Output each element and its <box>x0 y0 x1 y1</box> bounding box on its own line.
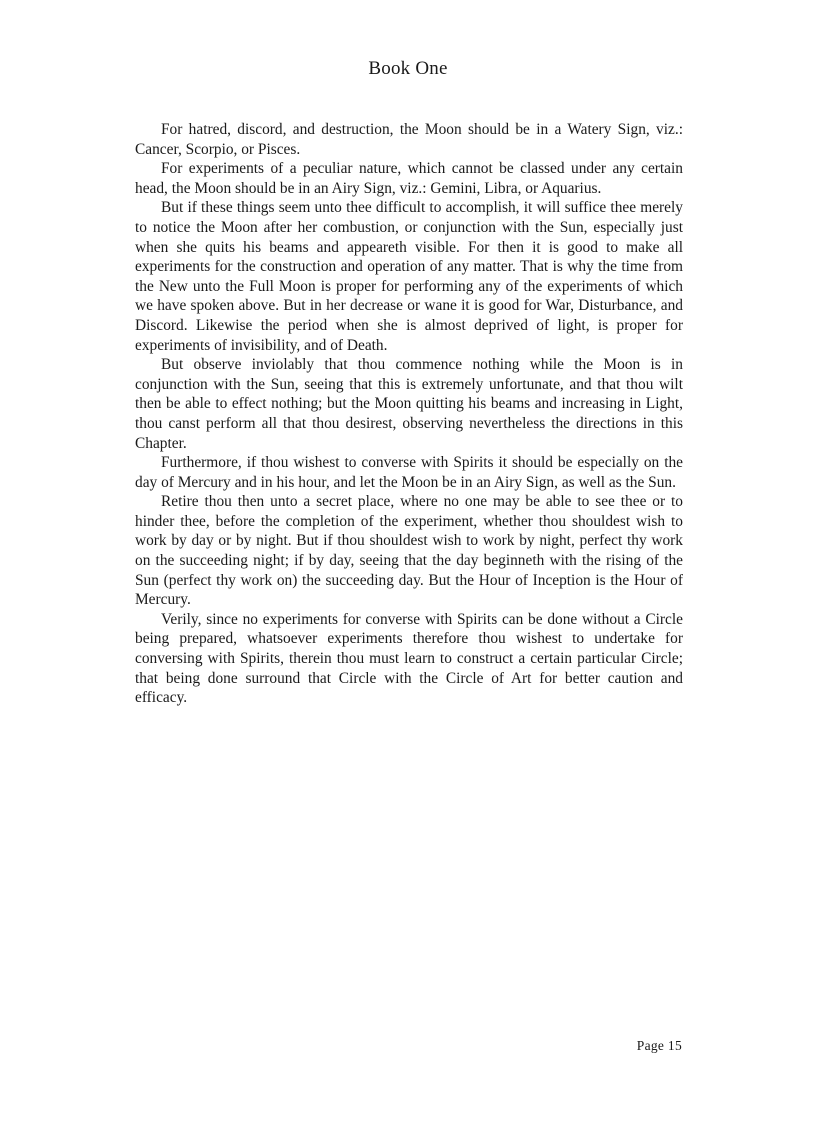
paragraph: Retire thou then unto a secret place, where no one may be able to see thee or to hinder thee, before the completion of the experiment, whether thou shouldest wish to work by day or by night. But if thou shouldest wish to work by night, perfect thy work on the succeeding night; if by day, seeing that the day beginneth with the rising of the Sun (perfect thy work on) the succeeding day. But the Hour of Inception is the Hour of Mercury. <box>135 493 683 609</box>
paragraph: For experiments of a peculiar nature, which cannot be classed under any certain head, the Moon should be in an Airy Sign, viz.: Gemini, Libra, or Aquarius. <box>135 160 683 197</box>
paragraph: But if these things seem unto thee difficult to accomplish, it will suffice thee merely to notice the Moon after her combustion, or conjunction with the Sun, especially just when she quits his beams and appeareth visible. For then it is good to make all experiments for the construction and operation of any matter. That is why the time from the New unto the Full Moon is proper for performing any of the experiments of which we have spoken above. But in her decrease or wane it is good for War, Disturbance, and Discord. Likewise the period when she is almost deprived of light, is proper for experiments of invisibility, and of Death. <box>135 199 683 354</box>
paragraph: Furthermore, if thou wishest to converse with Spirits it should be especially on the day of Mercury and in his hour, and let the Moon be in an Airy Sign, as well as the Sun. <box>135 454 683 491</box>
paragraph: For hatred, discord, and destruction, the Moon should be in a Watery Sign, viz.: Cancer, Scorpio, or Pisces. <box>135 121 683 158</box>
page-number: Page 15 <box>636 1038 682 1053</box>
running-header: Book One <box>368 58 448 79</box>
paragraph: But observe inviolably that thou commence nothing while the Moon is in conjunction with the Sun, seeing that this is extremely unfortunate, and that thou wilt then be able to effect nothing; but the Moon quitting his beams and increasing in Light, thou canst perform all that thou desirest, observing nevertheless the directions in this Chapter. <box>135 356 683 452</box>
paragraph: Verily, since no experiments for converse with Spirits can be done without a Circle being prepared, whatsoever experiments therefore thou wishest to undertake for conversing with Spirits, therein thou must learn to construct a certain particular Circle; that being done surround that Circle with the Circle of Art for better caution and efficacy. <box>135 610 683 707</box>
body-text <box>135 120 683 708</box>
